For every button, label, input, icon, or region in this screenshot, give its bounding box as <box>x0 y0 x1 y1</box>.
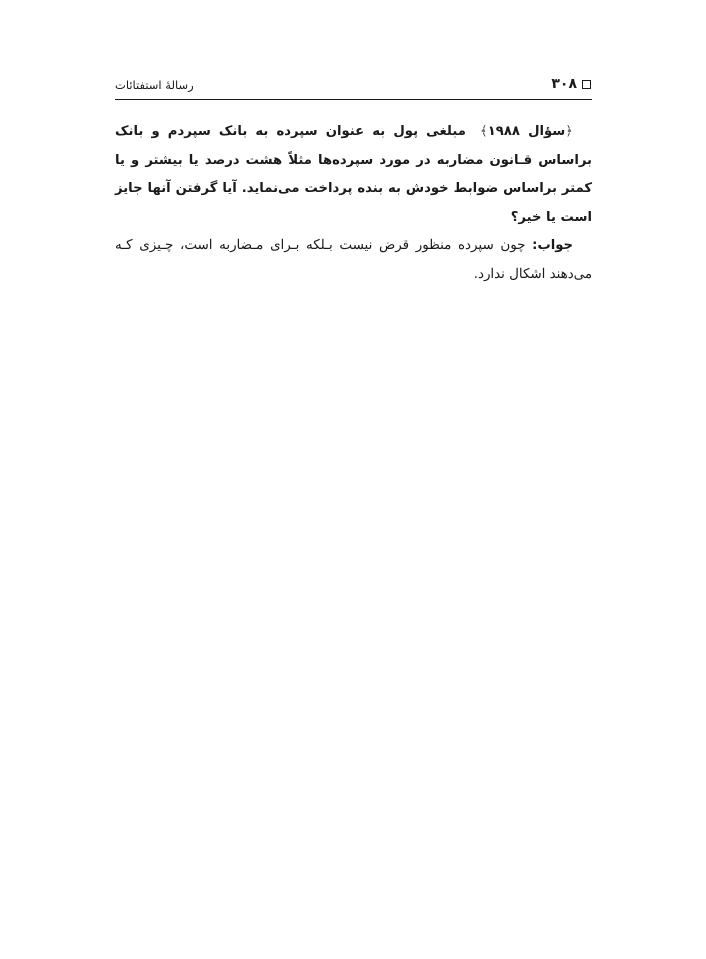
square-bullet-icon <box>582 80 591 89</box>
answer-paragraph <box>115 232 592 289</box>
answer-text: چون سپرده منظور قرض نیست بـلکه بـرای مـضاربه است، چـیزی کـه می‌دهند اشکال ندارد. <box>115 238 592 282</box>
question-paragraph <box>115 118 592 232</box>
header-divider <box>115 99 592 100</box>
running-title: رسالهٔ استفتائات <box>115 78 194 92</box>
page-number-block <box>551 76 591 92</box>
question-text: مبلغی پول به عنوان سپرده به بانک سپردم و بانک براساس قـانون مضاربه در مورد سپرده‌ها مثلاً هشت درصد یا بیشتر و یا کمتر براساس ضوابط خودش به بنده پرداخت می‌نماید. آیا گرفتن آنها جایز است یا خیر؟ <box>115 124 592 225</box>
page-header <box>115 76 591 98</box>
question-label: سؤال ۱۹۸۸ <box>487 124 566 139</box>
question-open-mark: ﴿ <box>565 124 574 139</box>
question-close-mark: ﴾ <box>480 124 488 139</box>
page-content <box>115 118 592 289</box>
answer-label: جواب: <box>532 238 573 253</box>
page-number: ۳۰۸ <box>551 76 577 92</box>
